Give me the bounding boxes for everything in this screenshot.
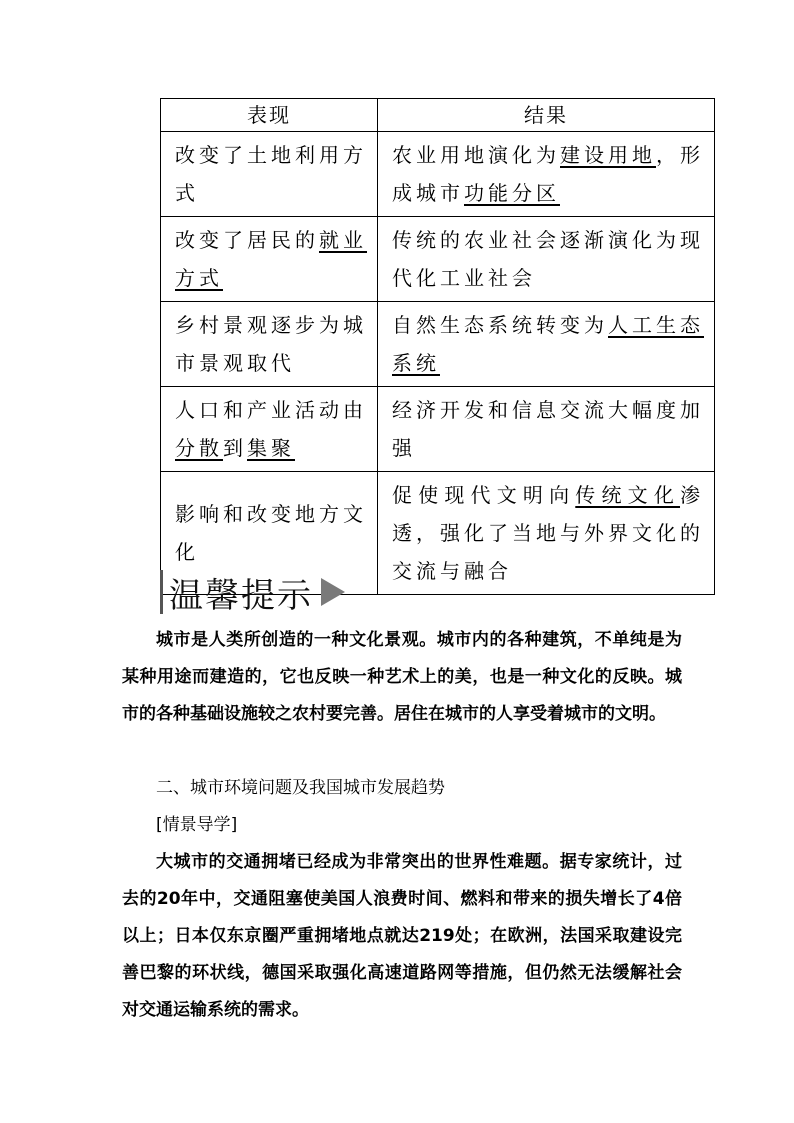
cell-right xyxy=(378,217,715,302)
underlined-term: 功能分区 xyxy=(464,181,560,205)
cell-text: ，形成城市 xyxy=(392,143,704,205)
section-heading: 二、城市环境问题及我国城市发展趋势 xyxy=(156,778,445,798)
cell-right xyxy=(378,387,715,472)
cell-text: 人口和产业活动由 xyxy=(175,398,367,422)
table-header-row xyxy=(161,99,715,132)
cell-left xyxy=(161,387,378,472)
cell-text: 到 xyxy=(223,436,247,460)
cell-left xyxy=(161,132,378,217)
header-result: 结果 xyxy=(378,99,715,132)
cell-text: 改变了土地利用方式 xyxy=(175,143,367,205)
cell-text: 自然生态系统转变为 xyxy=(392,313,608,337)
cell-text: 渗透，强化了当地与外界文化的交流与融合 xyxy=(392,483,705,583)
cell-right xyxy=(378,132,715,217)
cell-text: 农业用地演化为 xyxy=(392,143,560,167)
cell-text: 经济开发和信息交流大幅度加强 xyxy=(392,398,704,460)
underlined-term: 建设用地 xyxy=(560,143,656,167)
underlined-term: 分散 xyxy=(175,436,223,460)
table-row xyxy=(161,387,715,472)
play-arrow-icon xyxy=(321,578,345,606)
cell-left xyxy=(161,217,378,302)
cell-left xyxy=(161,302,378,387)
cell-text: 促使现代文明向 xyxy=(392,483,576,507)
cell-right xyxy=(378,472,715,595)
tip-text: 城市是人类所创造的一种文化景观。城市内的各种建筑，不单纯是为某种用途而建造的，它也反映一种艺术上的美，也是一种文化的反映。城市的各种基础设施较之农村要完善。居住在城市的人享受着城市的文明。 xyxy=(122,630,682,724)
tip-title: 温馨提示 xyxy=(169,575,313,616)
body-text: 大城市的交通拥堵已经成为非常突出的世界性难题。据专家统计，过去的20年中，交通阻塞使美国人浪费时间、燃料和带来的损失增长了4倍以上；日本仅东京圈严重拥堵地点就达219处；在欧洲，法国采取建设完善巴黎的环状线，德国采取强化高速道路网等措施，但仍然无法缓解社会对交通运输系统的需求。 xyxy=(122,852,682,1020)
cell-text: 传统的农业社会逐渐演化为现代化工业社会 xyxy=(392,228,704,290)
cell-text: 乡村景观逐步为城市景观取代 xyxy=(175,313,367,375)
underlined-term: 人工生态系统 xyxy=(392,313,704,375)
subheading: [情景导学] xyxy=(156,815,238,835)
underlined-term: 集聚 xyxy=(247,436,295,460)
tip-header xyxy=(160,568,345,616)
cell-text: 改变了居民的 xyxy=(175,228,319,252)
cell-text: 影响和改变地方文化 xyxy=(175,502,367,564)
table-row xyxy=(161,302,715,387)
table-row xyxy=(161,217,715,302)
underlined-term: 传统文化 xyxy=(575,483,681,507)
header-manifestation: 表现 xyxy=(161,99,378,132)
table-row xyxy=(161,132,715,217)
tip-bar xyxy=(160,570,163,614)
underlined-term: 就业方式 xyxy=(175,228,367,290)
cell-right xyxy=(378,302,715,387)
comparison-table xyxy=(160,98,715,595)
